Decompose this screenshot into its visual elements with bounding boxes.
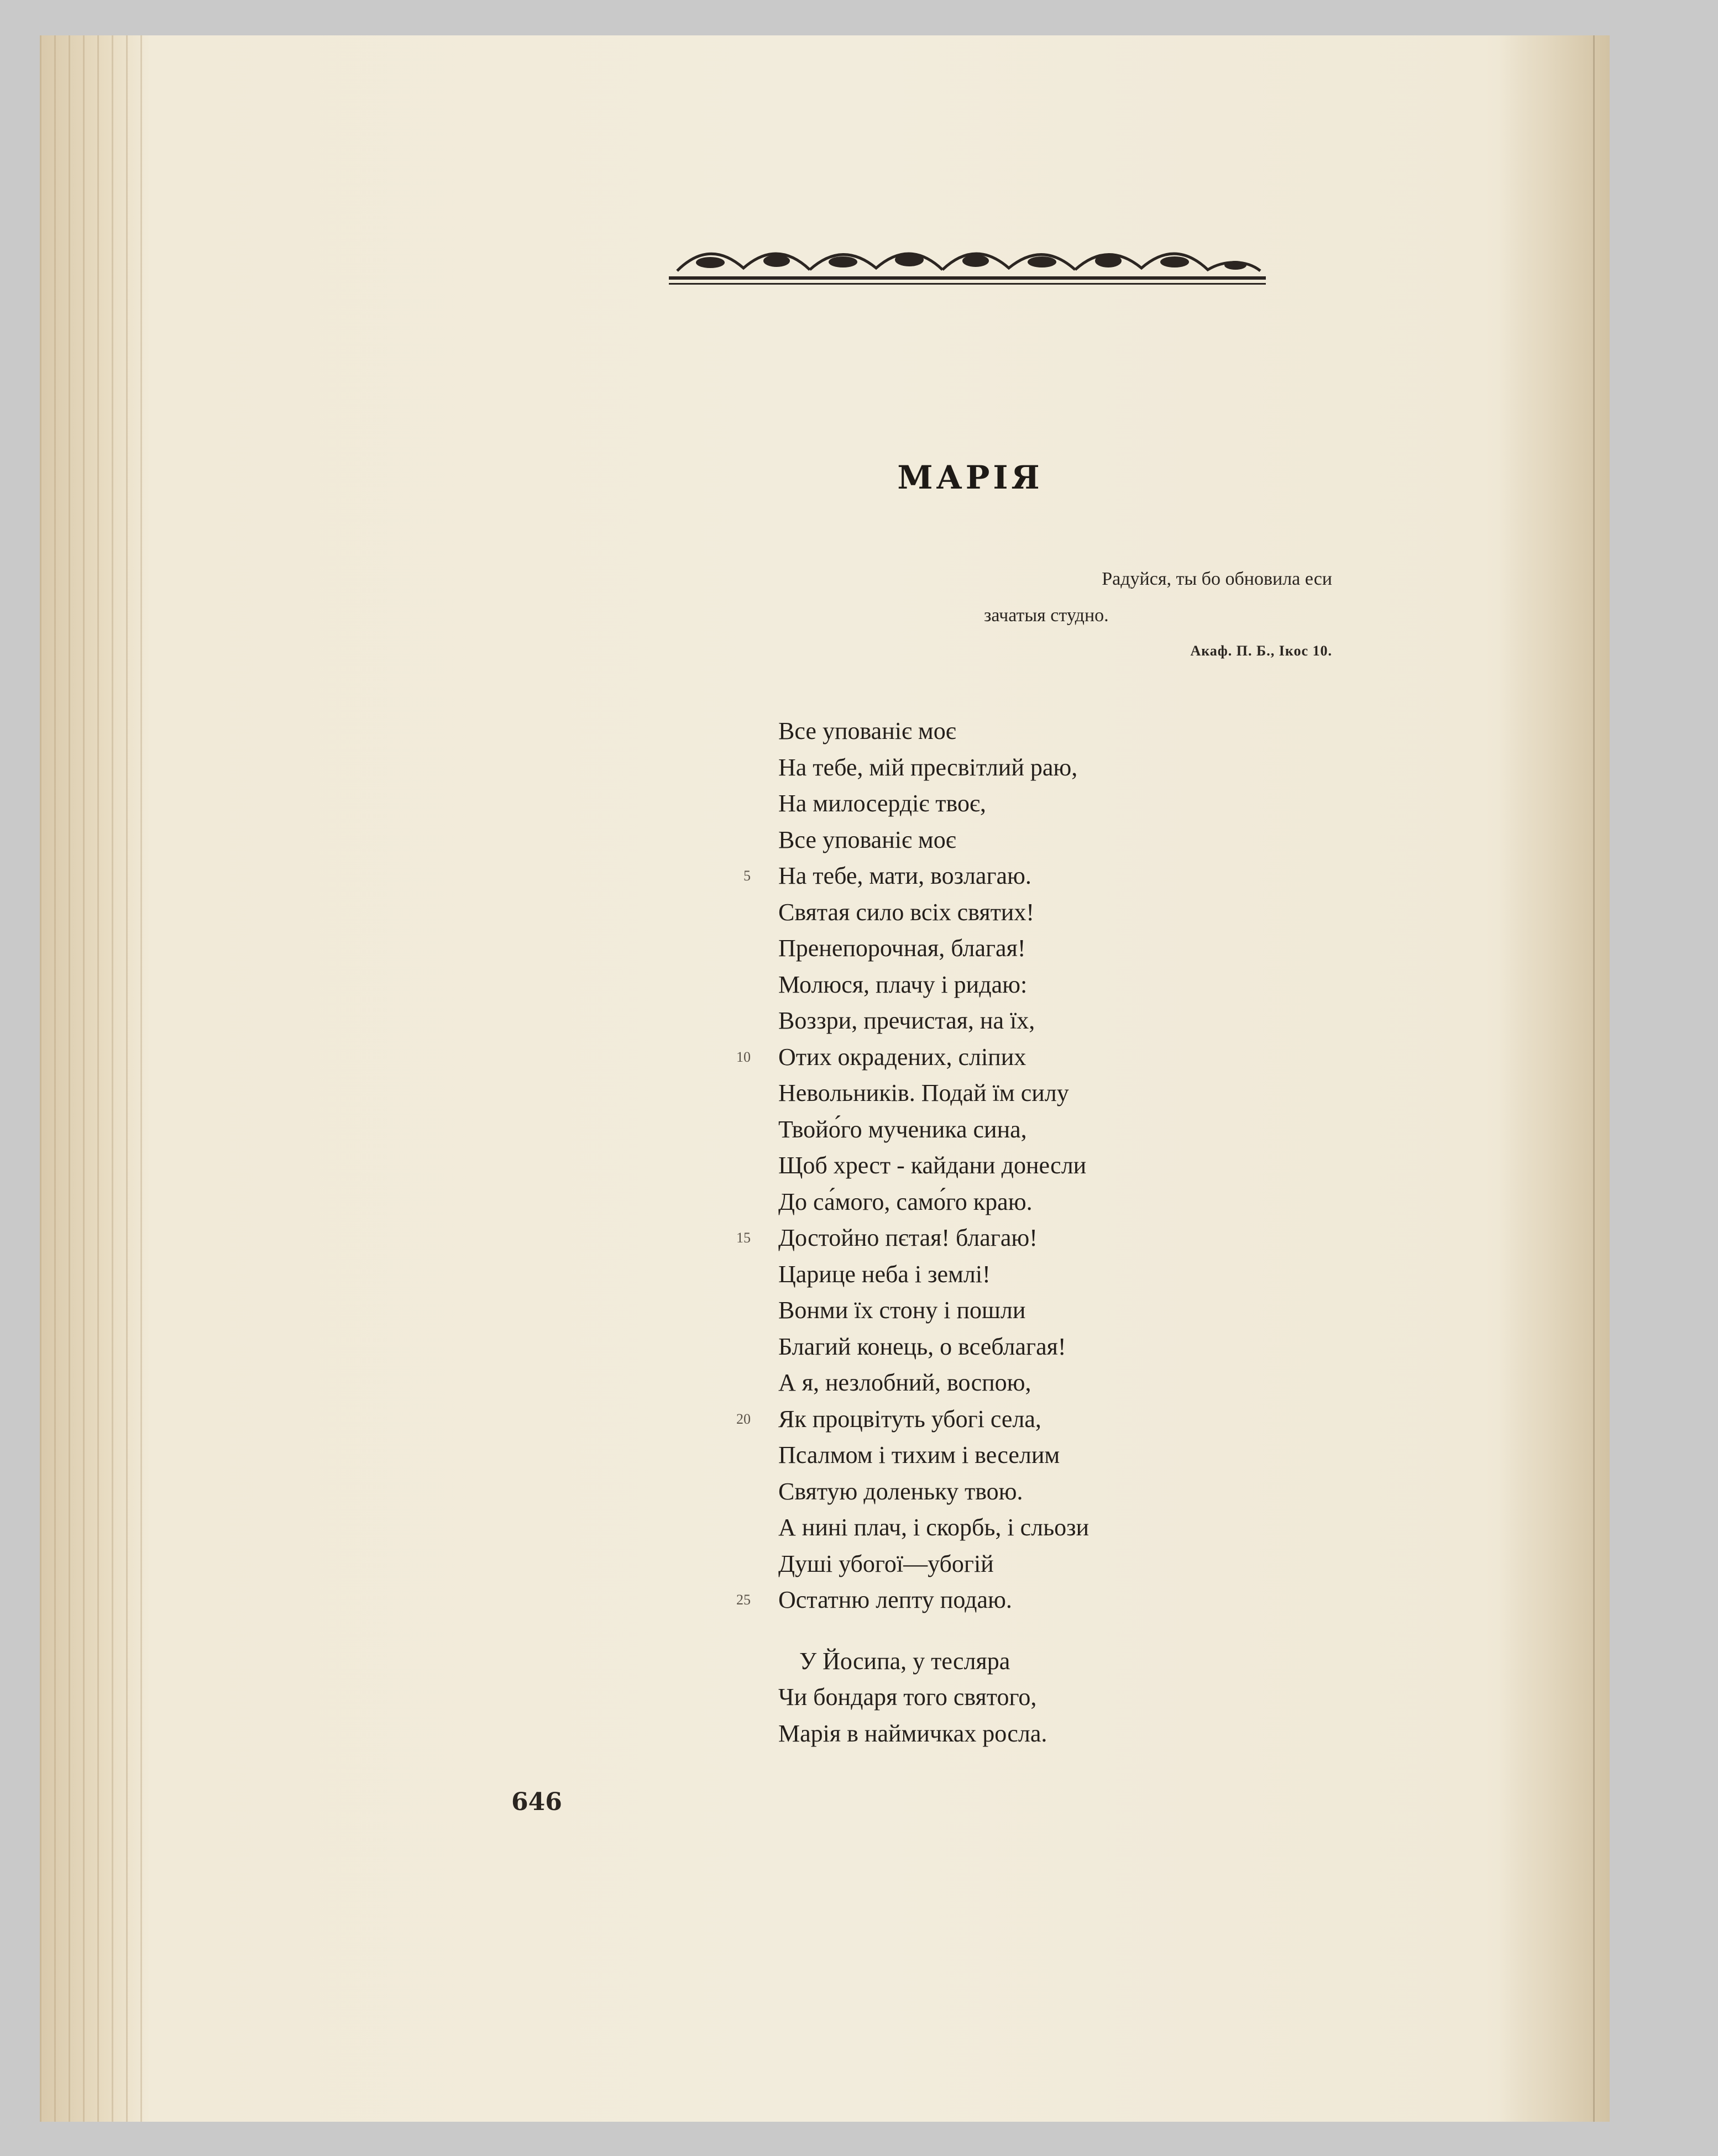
poem-line: До са́мого, само́го краю.: [778, 1188, 1033, 1215]
poem-line: Все упованіє моє: [778, 717, 956, 744]
poem-line: На милосердіє твоє,: [778, 790, 986, 817]
page-fold-line: [1593, 35, 1595, 2122]
poem-line: Твойо́го мученика сина,: [778, 1115, 1027, 1143]
page-stack-edge: [40, 35, 150, 2122]
poem-line: Пренепорочная, благая!: [778, 935, 1026, 962]
poem-line: 10 Отих окрадених, сліпих: [778, 1039, 1331, 1076]
poem-line: Благий конець, о всеблагая!: [778, 1333, 1066, 1360]
poem-line: Марія в наймичках росла.: [778, 1719, 1047, 1747]
poem-line: Псалмом і тихим і веселим: [778, 1441, 1060, 1468]
poem-line: А я, незлобний, воспою,: [778, 1369, 1031, 1396]
page-number: 646: [511, 1788, 562, 1816]
line-number: 25: [736, 1592, 751, 1608]
poem-line: Вонми їх стону і пошли: [778, 1297, 1026, 1324]
epigraph-line: зачатыя студно.: [984, 605, 1109, 626]
line-number: 20: [736, 1410, 751, 1427]
poem-line: Молюся, плачу і ридаю:: [778, 971, 1028, 998]
poem-line: 5 На тебе, мати, возлагаю.: [778, 858, 1331, 894]
line-number: 10: [736, 1048, 751, 1065]
poem-line: У Йосипа, у тесляра: [799, 1647, 1010, 1675]
line-number: 15: [736, 1230, 751, 1246]
poem-line: 25 Остатню лепту подаю.: [778, 1582, 1331, 1618]
poem-line: Невольників. Подай їм силу: [778, 1079, 1069, 1106]
poem-line: 15 Достойно пєтая! благаю!: [778, 1220, 1331, 1256]
poem-line: Царице неба і землі!: [778, 1260, 991, 1288]
poem-line: Воззри, пречистая, на їх,: [778, 1007, 1035, 1034]
poem-line: Душі убогої—убогій: [778, 1550, 994, 1577]
decorative-ornament-icon: [666, 238, 1269, 293]
poem-body: [736, 713, 1331, 1751]
line-number: 5: [743, 868, 751, 884]
poem-line: На тебе, мій пресвітлий раю,: [778, 753, 1078, 781]
stanza-gap: [778, 1618, 1331, 1643]
epigraph-source: Акаф. П. Б., Ікос 10.: [1190, 643, 1332, 659]
epigraph: [719, 561, 1332, 665]
poem-line: Все упованіє моє: [778, 826, 956, 853]
epigraph-line: Радуйся, ты бо обновила еси: [1102, 569, 1332, 589]
poem-line: Щоб хрест - кайдани донесли: [778, 1152, 1087, 1179]
poem-line: Чи бондаря того святого,: [778, 1683, 1037, 1711]
poem-line: Святая сило всіх святих!: [778, 898, 1035, 926]
poem-line: Святую доленьку твою.: [778, 1477, 1023, 1505]
poem-line: А нині плач, і скорбь, і сльози: [778, 1514, 1090, 1541]
poem-title: МАРІЯ: [897, 459, 1043, 496]
poem-line: 20 Як процвітуть убогі села,: [778, 1401, 1331, 1438]
